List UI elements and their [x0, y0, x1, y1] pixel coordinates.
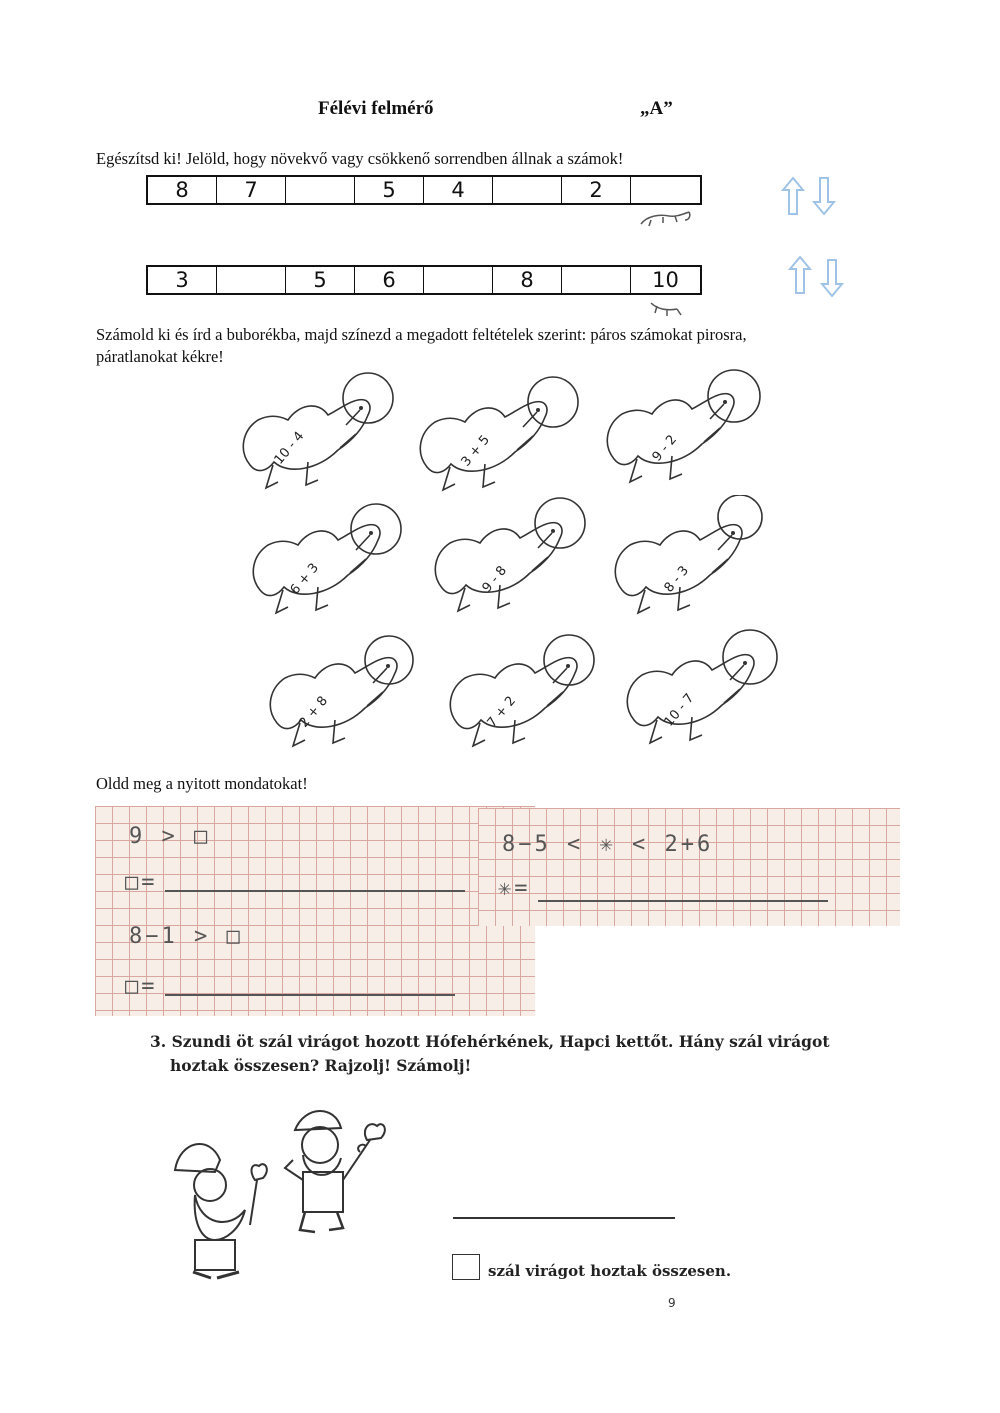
sequence-row-2: [146, 265, 702, 295]
open-sentence-3-answer: □=: [125, 974, 158, 999]
seq2-cell: 5: [286, 267, 355, 293]
task3-text-line1: 3. Szundi öt szál virágot hozott Hófehérkének, Hapci kettőt. Hány szál virágot: [150, 1032, 830, 1051]
lizard-expression: 10 - 4: [271, 428, 308, 468]
up-arrow-icon[interactable]: [788, 255, 812, 295]
lizard-expression: 3 + 5: [458, 432, 494, 470]
seq2-cell: 3: [148, 267, 217, 293]
open-sentences-instruction: Oldd meg a nyitott mondatokat!: [96, 774, 308, 793]
lizard-expression: 9 - 8: [479, 563, 511, 596]
seq1-cell: 4: [424, 177, 493, 203]
answer-bubble[interactable]: [365, 636, 413, 684]
down-arrow-icon[interactable]: [820, 258, 844, 298]
answer-line[interactable]: [165, 890, 465, 892]
seq2-cell: 8: [493, 267, 562, 293]
seq1-cell: 2: [562, 177, 631, 203]
answer-line[interactable]: [538, 900, 828, 902]
seq1-input-cell[interactable]: [493, 177, 562, 203]
lizard-exercise: [435, 628, 625, 763]
lizard-exercise: [592, 364, 782, 499]
up-arrow-icon[interactable]: [781, 176, 805, 216]
seq1-input-cell[interactable]: [631, 177, 700, 203]
open-sentence-2-answer: ✳=: [498, 876, 531, 901]
answer-bubble[interactable]: [535, 498, 585, 548]
seq1-cell: 5: [355, 177, 424, 203]
variant-label: „A”: [640, 98, 673, 119]
seq2-cell: 6: [355, 267, 424, 293]
answer-bubble[interactable]: [544, 635, 594, 685]
seq2-cell: 10: [652, 268, 679, 292]
seq1-input-cell[interactable]: [286, 177, 355, 203]
seq2-input-cell[interactable]: [217, 267, 286, 293]
small-lizard-icon: [647, 297, 687, 319]
page-title: Félévi felmérő: [318, 98, 434, 119]
open-sentence-2: 8−5 < ✳ < 2+6: [502, 832, 714, 857]
task2-instruction-line1: Számold ki és írd a buborékba, majd színezd a megadott feltételek szerint: páros számokat pirosra,: [96, 325, 747, 344]
answer-label: szál virágot hoztak összesen.: [488, 1262, 732, 1280]
grid-paper-left: [95, 806, 535, 1016]
answer-box[interactable]: [452, 1254, 480, 1280]
task2-instruction-line2: páratlanokat kékre!: [96, 347, 224, 366]
lizard-expression: 7 + 2: [484, 693, 520, 731]
seq1-cell: 7: [217, 177, 286, 203]
small-lizard-icon: [637, 206, 693, 232]
seq2-input-cell[interactable]: [562, 267, 631, 293]
page-number: 9: [668, 1296, 676, 1310]
task1-instruction: Egészítsd ki! Jelöld, hogy növekvő vagy csökkenő sorrendben állnak a számok!: [96, 149, 624, 168]
lizard-expression: 6 + 3: [287, 560, 323, 598]
lizard-exercise: [420, 493, 610, 628]
sequence-row-1: [146, 175, 702, 205]
open-sentence-1: 9 > □: [129, 824, 211, 849]
lizard-exercise: [612, 625, 802, 760]
lizard-exercise: [255, 628, 445, 763]
grid-paper-right: [478, 808, 900, 926]
lizard-expression: 10 - 7: [661, 690, 698, 730]
answer-bubble[interactable]: [718, 495, 762, 539]
open-sentence-3: 8−1 > □: [129, 924, 243, 949]
down-arrow-icon[interactable]: [812, 176, 836, 216]
lizard-expression: 9 - 2: [649, 432, 681, 465]
answer-line[interactable]: [165, 994, 455, 996]
lizard-exercise: [228, 370, 418, 505]
lizard-expression: 8 - 3: [661, 563, 693, 596]
lizard-exercise: [405, 372, 595, 507]
task3-text-line2: hoztak összesen? Rajzolj! Számolj!: [170, 1056, 472, 1075]
seq1-cell: 8: [148, 177, 217, 203]
seq2-input-cell[interactable]: [424, 267, 493, 293]
lizard-exercise: [600, 495, 790, 630]
calculation-line[interactable]: [453, 1217, 675, 1219]
lizard-exercise: [238, 495, 428, 630]
dwarfs-illustration: [155, 1100, 415, 1290]
lizard-expression: 2 + 8: [296, 693, 332, 731]
open-sentence-1-answer: □=: [125, 870, 158, 895]
